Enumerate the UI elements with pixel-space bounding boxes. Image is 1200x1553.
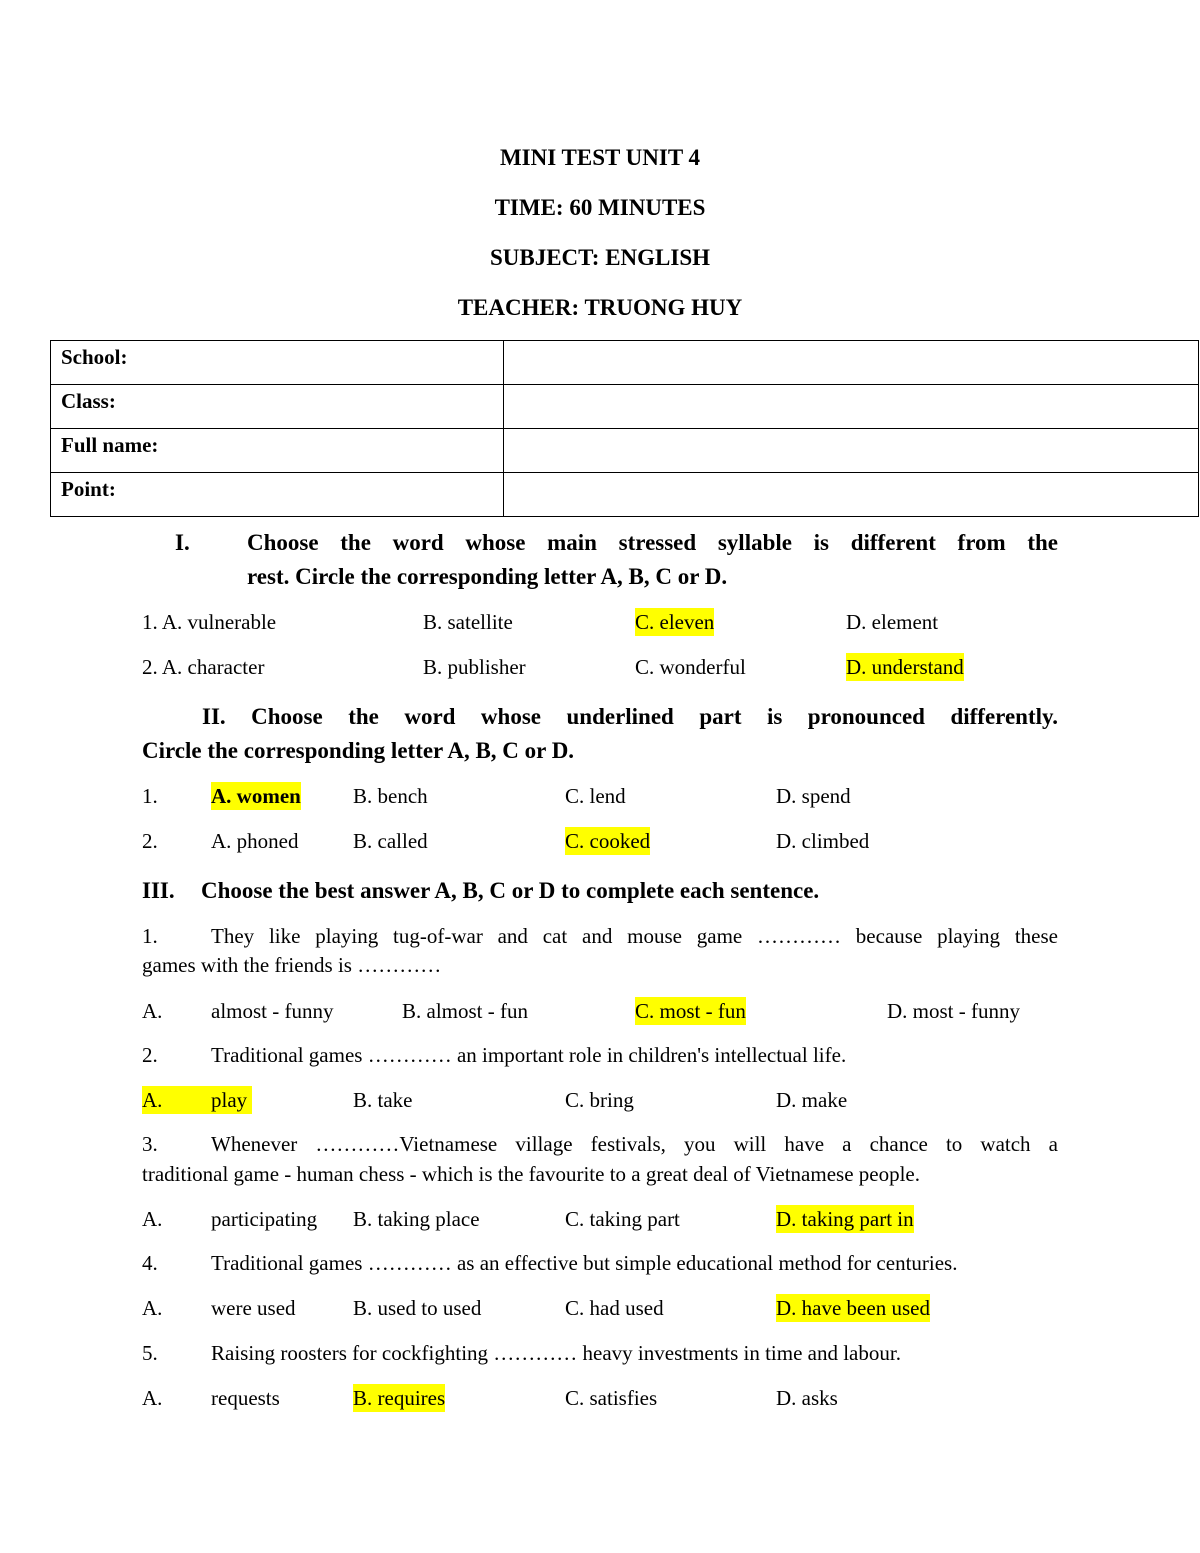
option-a-letter: A. [142, 1386, 163, 1410]
option-b[interactable]: B. bench [353, 784, 428, 808]
question-number: 3. [142, 1132, 158, 1156]
option-b[interactable]: B. taking place [353, 1207, 480, 1231]
option-a-letter: A. [142, 1207, 163, 1231]
section3-q4-options [0, 1294, 1200, 1322]
point-label: Point: [51, 473, 504, 517]
option-b[interactable]: B. almost - fun [402, 999, 528, 1023]
option-c-answer[interactable]: C. most - fun [635, 999, 746, 1023]
section3-q1-line2 [0, 951, 1200, 979]
table-row [51, 473, 1199, 517]
question-text: Traditional games ………… an important role in children's intellectual life. [211, 1043, 847, 1067]
point-field[interactable] [504, 473, 1199, 517]
section2-question-1 [0, 782, 1200, 810]
option-a-letter: A. [142, 1296, 163, 1320]
option-c[interactable]: C. had used [565, 1296, 664, 1320]
table-row [51, 429, 1199, 473]
class-field[interactable] [504, 385, 1199, 429]
table-row [51, 341, 1199, 385]
section3-q5-options [0, 1384, 1200, 1412]
test-subject: SUBJECT: ENGLISH [489, 245, 711, 270]
section3-numeral: III. [142, 878, 175, 903]
option-c[interactable]: C. wonderful [635, 655, 746, 679]
section3-q2-options [0, 1086, 1200, 1114]
test-time: TIME: 60 MINUTES [494, 195, 706, 220]
question-number: 4. [142, 1251, 158, 1275]
option-a-text: play [211, 1088, 248, 1112]
option-a-letter: A. [142, 999, 163, 1023]
option-a[interactable]: 2. A. character [142, 655, 265, 679]
question-text: Raising roosters for cockfighting ………… heavy investments in time and labour. [211, 1341, 901, 1365]
question-text: traditional game - human chess - which is the favourite to a great deal of Vietnamese people. [142, 1162, 920, 1186]
option-d[interactable]: D. spend [776, 784, 851, 808]
section1-numeral: I. [175, 530, 190, 555]
option-c[interactable]: C. lend [565, 784, 626, 808]
question-number: 1. [142, 784, 158, 808]
section2-question-2 [0, 827, 1200, 855]
section3-q3-options [0, 1205, 1200, 1233]
section1-heading-line1: Choose the word whose main stressed syllable is different from the [247, 530, 1058, 555]
school-field[interactable] [504, 341, 1199, 385]
option-d[interactable]: D. asks [776, 1386, 838, 1410]
section3-q2-line1 [0, 1041, 1200, 1069]
option-d[interactable]: D. most - funny [887, 999, 1020, 1023]
student-info-table [50, 340, 1199, 517]
question-text: games with the friends is ………… [142, 953, 442, 977]
question-text: They like playing tug-of-war and cat and mouse game ………… because playing these [211, 924, 1058, 948]
option-b[interactable]: B. take [353, 1088, 413, 1112]
question-number: 2. [142, 1043, 158, 1067]
question-text: Traditional games ………… as an effective but simple educational method for centuries. [211, 1251, 958, 1275]
option-b-answer[interactable]: B. requires [353, 1386, 446, 1410]
full-name-label: Full name: [51, 429, 504, 473]
section3-q3-line1 [0, 1130, 1200, 1158]
section2-heading-line2: Circle the corresponding letter A, B, C or D. [142, 738, 575, 763]
option-c[interactable]: C. satisfies [565, 1386, 658, 1410]
option-c-answer[interactable]: C. cooked [565, 829, 651, 853]
option-d[interactable]: D. climbed [776, 829, 870, 853]
option-c-answer[interactable]: C. eleven [635, 610, 715, 634]
section2-heading-line1: II. Choose the word whose underlined part is pronounced differently. [202, 704, 1058, 729]
section3-q3-line2 [0, 1160, 1200, 1188]
section1-question-1 [0, 608, 1200, 636]
option-d-answer[interactable]: D. understand [846, 655, 964, 679]
section1-question-2 [0, 653, 1200, 681]
option-a[interactable]: were used [211, 1296, 296, 1320]
test-teacher: TEACHER: TRUONG HUY [457, 295, 743, 320]
option-d[interactable]: D. make [776, 1088, 848, 1112]
question-number: 1. [142, 924, 158, 948]
option-b[interactable]: B. called [353, 829, 428, 853]
section3-q4-line1 [0, 1249, 1200, 1277]
option-b[interactable]: B. publisher [423, 655, 526, 679]
option-a-letter: A. [142, 1088, 163, 1112]
option-d-answer[interactable]: D. taking part in [776, 1207, 914, 1231]
option-a-answer[interactable]: A. women [211, 784, 301, 808]
option-c[interactable]: C. taking part [565, 1207, 680, 1231]
option-a[interactable]: 1. A. vulnerable [142, 610, 277, 634]
option-a-answer[interactable] [142, 1086, 252, 1114]
option-d[interactable]: D. element [846, 610, 939, 634]
option-a[interactable]: almost - funny [211, 999, 334, 1023]
class-label: Class: [51, 385, 504, 429]
section3-q1-line1 [0, 922, 1200, 950]
test-title: MINI TEST UNIT 4 [499, 145, 701, 170]
option-a[interactable]: requests [211, 1386, 280, 1410]
question-number: 5. [142, 1341, 158, 1365]
option-a[interactable]: A. phoned [211, 829, 299, 853]
table-row [51, 385, 1199, 429]
question-text: Whenever …………Vietnamese village festivals, you will have a chance to watch a [211, 1132, 1058, 1156]
question-number: 2. [142, 829, 158, 853]
option-b[interactable]: B. used to used [353, 1296, 482, 1320]
section3-heading: Choose the best answer A, B, C or D to complete each sentence. [201, 878, 820, 903]
section3-q1-options [0, 997, 1200, 1025]
section1-heading-line2: rest. Circle the corresponding letter A, B, C or D. [247, 564, 728, 589]
option-c[interactable]: C. bring [565, 1088, 634, 1112]
option-d-answer[interactable]: D. have been used [776, 1296, 930, 1320]
option-a[interactable]: participating [211, 1207, 318, 1231]
school-label: School: [51, 341, 504, 385]
option-b[interactable]: B. satellite [423, 610, 513, 634]
section3-q5-line1 [0, 1339, 1200, 1367]
full-name-field[interactable] [504, 429, 1199, 473]
